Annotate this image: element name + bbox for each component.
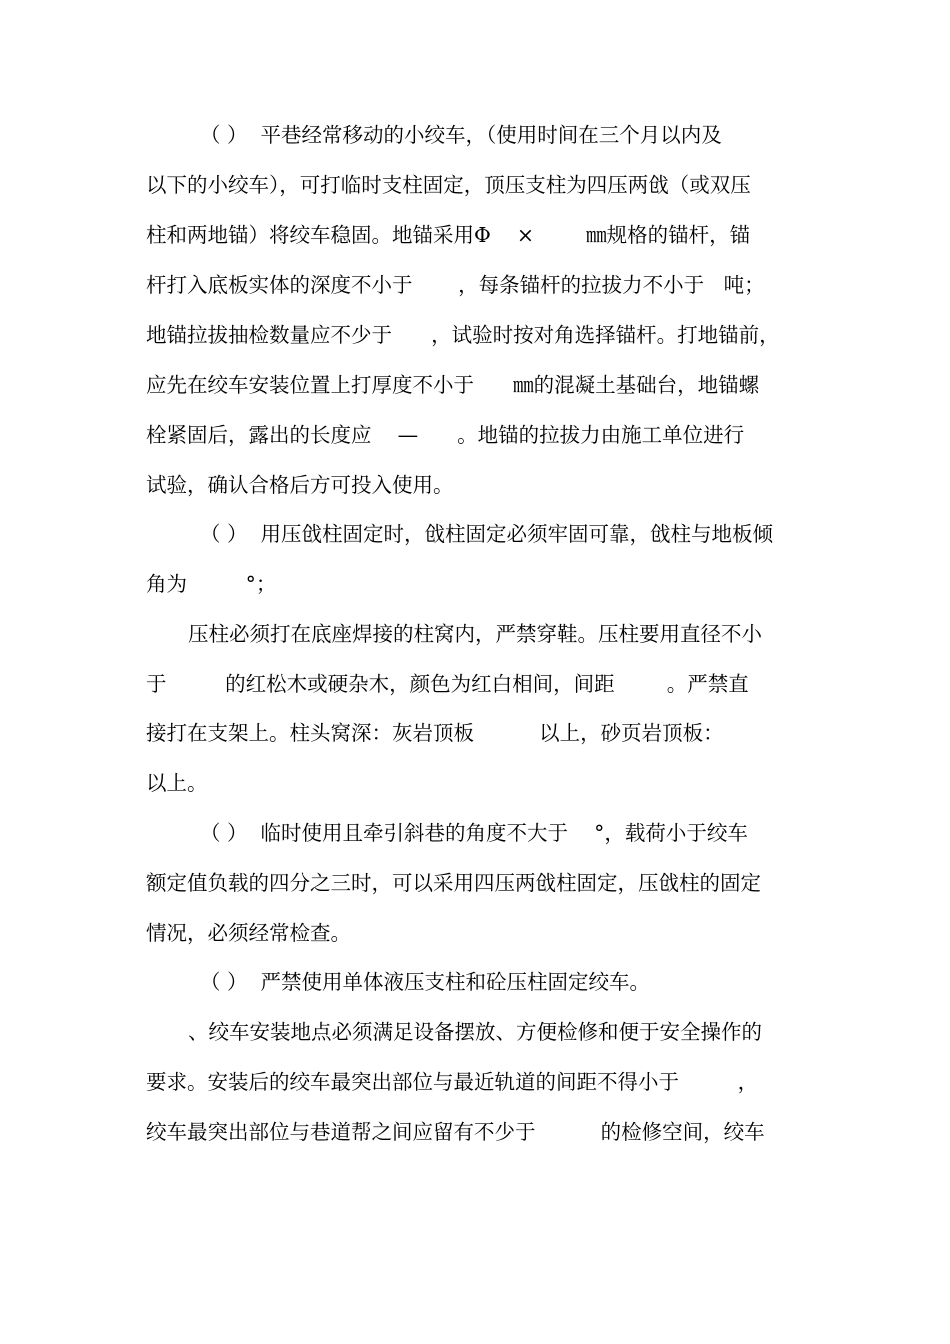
paragraph-line: 额定值负载的四分之三时，可以采用四压两戗柱固定，压戗柱的固定 [146, 871, 761, 895]
paragraph-line: 柱和两地锚）将绞车稳固。地锚采用Φ × ㎜规格的锚杆，锚 [146, 223, 751, 247]
paragraph-line: 于 的红松木或硬杂木，颜色为红白相间，间距 。严禁直 [146, 672, 749, 696]
paragraph-line: 地锚拉拔抽检数量应不少于 ，试验时按对角选择锚杆。打地锚前， [146, 323, 780, 347]
paragraph-line: 情况，必须经常检查。 [146, 921, 351, 945]
paragraph-line: 、绞车安装地点必须满足设备摆放、方便检修和便于安全操作的 [188, 1020, 762, 1044]
paragraph-line: 杆打入底板实体的深度不小于 ，每条锚杆的拉拔力不小于 吨； [146, 273, 765, 297]
paragraph-line: 试验，确认合格后方可投入使用。 [146, 473, 454, 497]
paragraph-line: 角为 °； [146, 572, 277, 596]
paragraph-line: 压柱必须打在底座焊接的柱窝内，严禁穿鞋。压柱要用直径不小 [188, 622, 762, 646]
paragraph-line: 栓紧固后，露出的长度应 — 。地锚的拉拔力由施工单位进行 [146, 423, 745, 447]
paragraph-line: （ ） 严禁使用单体液压支柱和砼压柱固定绞车。 [200, 970, 651, 994]
paragraph-line: （ ） 用压戗柱固定时，戗柱固定必须牢固可靠，戗柱与地板倾 [200, 522, 774, 546]
paragraph-line: （ ） 平巷经常移动的小绞车，（使用时间在三个月以内及 [200, 123, 722, 147]
paragraph-line: 绞车最突出部位与巷道帮之间应留有不少于 的检修空间，绞车 [146, 1120, 765, 1144]
paragraph-line: 应先在绞车安装位置上打厚度不小于 ㎜的混凝土基础台，地锚螺 [146, 373, 760, 397]
paragraph-line: 要求。安装后的绞车最突出部位与最近轨道的间距不得小于 ， [146, 1070, 759, 1094]
paragraph-line: 以上。 [146, 771, 208, 795]
paragraph-line: （ ） 临时使用且牵引斜巷的角度不大于 °，载荷小于绞车 [200, 821, 748, 845]
paragraph-line: 以下的小绞车），可打临时支柱固定，顶压支柱为四压两戗（或双压 [146, 173, 751, 197]
paragraph-line: 接打在支架上。柱头窝深：灰岩顶板 以上，砂页岩顶板： [146, 721, 724, 745]
